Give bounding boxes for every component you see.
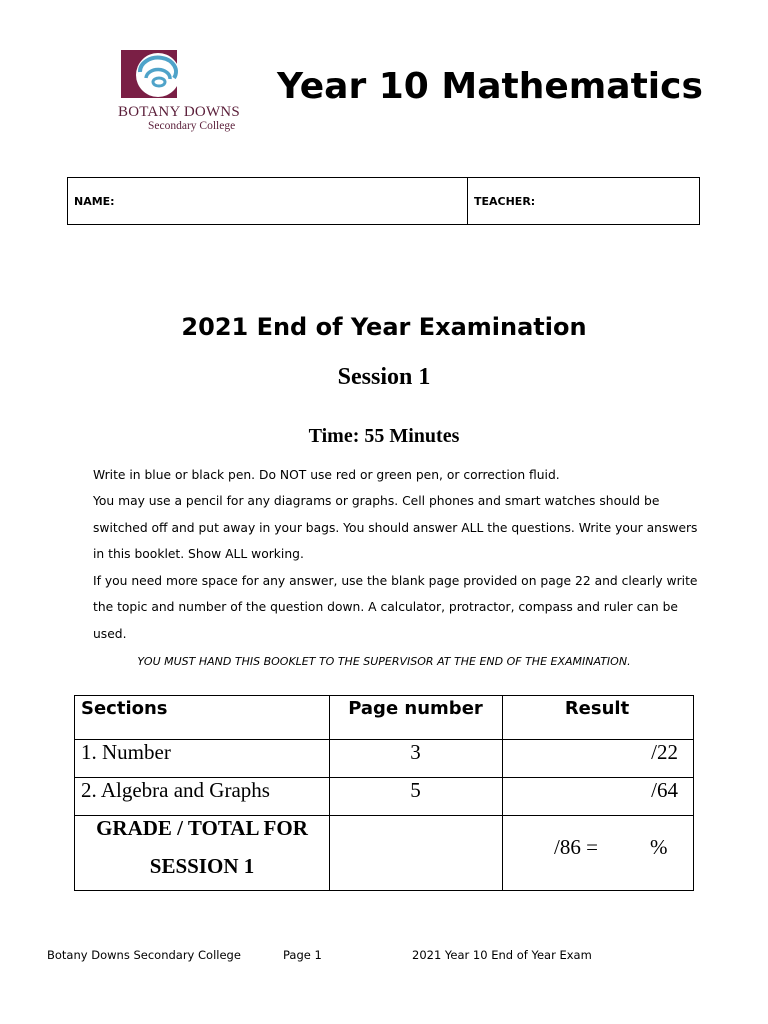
exam-title: 2021 End of Year Examination (181, 313, 587, 341)
student-details-box (67, 177, 700, 225)
grade-session-label: SESSION 1 (149, 854, 255, 878)
teacher-label: TEACHER: (474, 195, 536, 208)
table-column-divider (502, 696, 503, 890)
logo-school-subtitle: Secondary College (148, 120, 236, 132)
time-allowed: Time: 55 Minutes (308, 425, 460, 447)
name-label: NAME: (74, 195, 115, 208)
total-percent: % (650, 835, 668, 859)
session-title: Session 1 (337, 364, 431, 390)
header-result: Result (564, 698, 630, 719)
instruction-line: You may use a pencil for any diagrams or graphs. Cell phones and smart watches should be (93, 494, 660, 508)
hand-in-notice: YOU MUST HAND THIS BOOKLET TO THE SUPERVISOR AT THE END OF THE EXAMINATION. (137, 655, 631, 668)
logo-school-name: BOTANY DOWNS (118, 104, 240, 120)
box-divider (467, 178, 468, 224)
section-page: 5 (410, 778, 421, 802)
page-title: Year 10 Mathematics (277, 66, 703, 107)
logo-emblem-icon (118, 48, 260, 108)
instruction-line: Write in blue or black pen. Do NOT use red or green pen, or correction fluid. (93, 468, 560, 482)
section-name: 1. Number (81, 740, 171, 764)
section-result: /22 (651, 740, 678, 764)
footer-page: Page 1 (283, 948, 322, 962)
footer-exam: 2021 Year 10 End of Year Exam (412, 948, 592, 962)
total-result: /86 = (554, 835, 598, 859)
footer-school: Botany Downs Secondary College (47, 948, 241, 962)
instruction-line: in this booklet. Show ALL working. (93, 547, 304, 561)
header-page-number: Page number (348, 698, 483, 719)
instruction-line: If you need more space for any answer, use the blank page provided on page 22 and clearly write (93, 574, 698, 588)
section-name: 2. Algebra and Graphs (81, 778, 270, 802)
grade-total-label: GRADE / TOTAL FOR (96, 816, 308, 840)
section-page: 3 (410, 740, 421, 764)
instruction-line: used. (93, 627, 127, 641)
results-table (74, 695, 694, 891)
instruction-line: the topic and number of the question down. A calculator, protractor, compass and ruler can be (93, 600, 678, 614)
section-result: /64 (651, 778, 678, 802)
header-sections: Sections (81, 698, 168, 719)
instruction-line: switched off and put away in your bags. You should answer ALL the questions. Write your answers (93, 521, 698, 535)
